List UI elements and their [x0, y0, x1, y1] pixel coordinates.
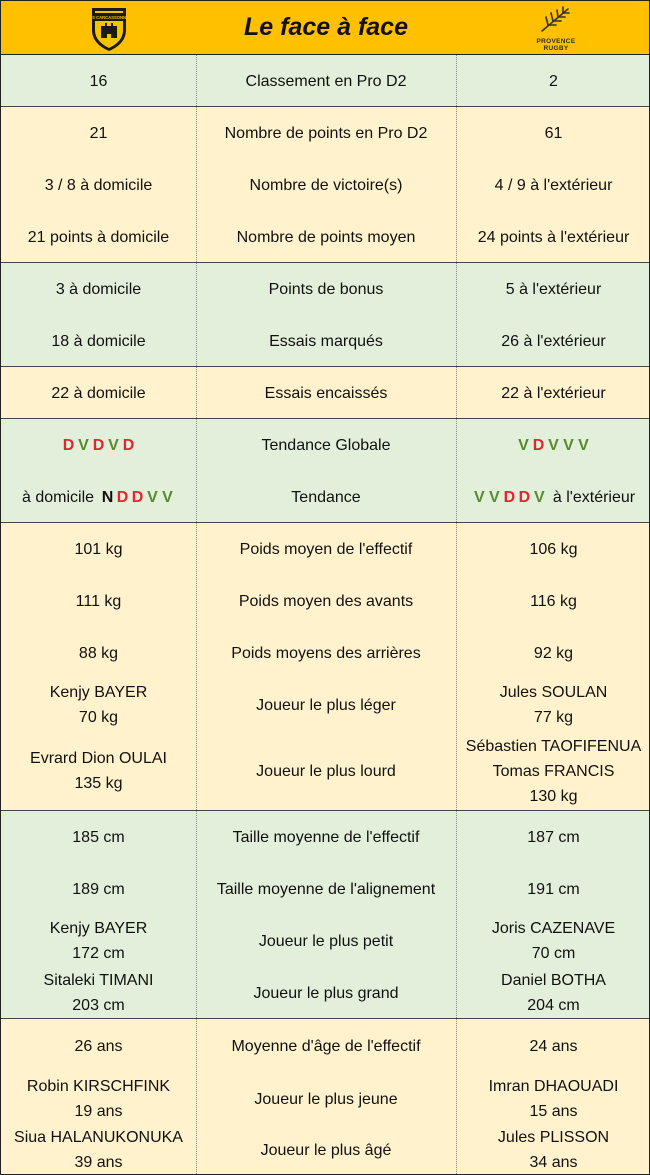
forwards-weight-label: Poids moyen des avants: [238, 592, 414, 610]
avg-points-right: 24 points à l'extérieur: [477, 228, 630, 246]
points-label: Nombre de points en Pro D2: [224, 124, 428, 142]
trend-suffix: à l'extérieur: [552, 488, 636, 506]
player-name: Jules PLISSON: [497, 1129, 610, 1146]
tries-conceded-left: 22 à domicile: [51, 384, 146, 402]
points-right: 61: [544, 124, 563, 142]
trend-letter: V: [548, 436, 559, 454]
trend-letter: V: [534, 488, 545, 506]
lightest-left: [1, 679, 196, 731]
avg-age-left: 26 ans: [74, 1037, 123, 1055]
backs-weight-right: 92 kg: [533, 644, 574, 662]
trend-letter: D: [532, 436, 545, 454]
trend-letter: D: [518, 488, 531, 506]
trend-label: Tendance: [291, 488, 361, 506]
heaviest-right: [456, 731, 650, 811]
trend-letter: V: [578, 436, 589, 454]
shortest-left: [1, 915, 196, 967]
avg-weight-left: 101 kg: [74, 540, 123, 558]
lineout-height-label: Taille moyenne de l'alignement: [216, 880, 436, 898]
wins-label: Nombre de victoire(s): [249, 176, 403, 194]
trend-letter: D: [122, 436, 135, 454]
avg-points-label: Nombre de points moyen: [236, 228, 416, 246]
tries-scored-right: 26 à l'extérieur: [501, 332, 606, 350]
tries-scored-left: 18 à domicile: [51, 332, 146, 350]
ranking-label: Classement en Pro D2: [245, 72, 407, 90]
trend-letter: V: [78, 436, 89, 454]
player-value: 77 kg: [533, 709, 574, 726]
player-name: Jules SOULAN: [499, 684, 608, 701]
trend-left: [1, 471, 196, 523]
player-value: 203 cm: [72, 997, 125, 1014]
backs-weight-left: 88 kg: [78, 644, 119, 662]
trend-right: [456, 471, 650, 523]
lightest-label: Joueur le plus léger: [256, 696, 396, 714]
tries-scored-label: Essais marqués: [269, 332, 383, 350]
ranking-left: 16: [89, 72, 108, 90]
points-left: 21: [89, 124, 108, 142]
wins-left: 3 / 8 à domicile: [44, 176, 153, 194]
avg-weight-right: 106 kg: [529, 540, 578, 558]
backs-weight-label: Poids moyens des arrières: [231, 644, 421, 662]
provence-logo-line-1: PROVENCE: [536, 38, 576, 45]
trend-letter: N: [101, 488, 114, 506]
player-value: 34 ans: [529, 1154, 578, 1171]
player-name: Sitaleki TIMANI: [43, 972, 154, 989]
trend-letter: V: [147, 488, 158, 506]
trend-letter: V: [563, 436, 574, 454]
carcassonne-logo: [86, 4, 132, 52]
trend-letter: V: [162, 488, 173, 506]
trend-letter: V: [108, 436, 119, 454]
player-name: Robin KIRSCHFINK: [26, 1078, 171, 1095]
tries-conceded-right: 22 à l'extérieur: [501, 384, 606, 402]
carcassonne-logo-text: US CARCASSONNE: [89, 15, 129, 20]
avg-points-left: 21 points à domicile: [27, 228, 170, 246]
player-value: 70 cm: [531, 945, 576, 962]
player-name: Sébastien TAOFIFENUA: [465, 737, 642, 755]
player-value: 39 ans: [74, 1154, 123, 1171]
tries-conceded-label: Essais encaissés: [264, 384, 388, 402]
trend-letter: D: [62, 436, 75, 454]
trend-letter: V: [489, 488, 500, 506]
youngest-right: [456, 1073, 650, 1125]
player-value: 135 kg: [74, 775, 123, 792]
forwards-weight-right: 116 kg: [530, 592, 577, 610]
youngest-left: [1, 1073, 196, 1125]
player-name: Tomas FRANCIS: [492, 762, 615, 780]
lineout-height-right: 191 cm: [527, 880, 580, 898]
player-name: Kenjy BAYER: [49, 684, 148, 701]
trend-letter: V: [474, 488, 485, 506]
avg-height-label: Taille moyenne de l'effectif: [232, 828, 420, 846]
oldest-left: [1, 1125, 196, 1175]
avg-height-right: 187 cm: [527, 828, 580, 846]
player-value: 70 kg: [78, 709, 119, 726]
youngest-label: Joueur le plus jeune: [254, 1090, 398, 1108]
player-value: 172 cm: [72, 945, 125, 962]
avg-age-label: Moyenne d'âge de l'effectif: [231, 1037, 421, 1055]
player-value: 130 kg: [529, 787, 578, 805]
trend-letter: V: [518, 436, 529, 454]
shortest-label: Joueur le plus petit: [258, 932, 394, 950]
ranking-right: 2: [549, 72, 558, 90]
player-name: Kenjy BAYER: [49, 920, 148, 937]
avg-age-right: 24 ans: [529, 1037, 578, 1055]
global-trend-label: Tendance Globale: [261, 436, 391, 454]
oldest-label: Joueur le plus âgé: [260, 1141, 392, 1159]
player-name: Evrard Dion OULAI: [30, 750, 167, 767]
player-value: 15 ans: [529, 1103, 578, 1120]
lightest-right: [456, 679, 650, 731]
global-trend-right: [456, 419, 650, 471]
player-value: 19 ans: [74, 1103, 123, 1120]
player-name: Imran DHAOUADI: [488, 1078, 619, 1095]
title-bar: [1, 1, 650, 55]
avg-height-left: 185 cm: [72, 828, 125, 846]
page-title: Le face à face: [244, 13, 408, 41]
tallest-label: Joueur le plus grand: [253, 984, 399, 1002]
oldest-right: [456, 1125, 650, 1175]
player-name: Joris CAZENAVE: [491, 920, 616, 937]
shortest-right: [456, 915, 650, 967]
player-name: Daniel BOTHA: [501, 972, 606, 989]
wins-right: 4 / 9 à l'extérieur: [494, 176, 613, 194]
bonus-label: Points de bonus: [268, 280, 384, 298]
bonus-right: 5 à l'extérieur: [505, 280, 602, 298]
heaviest-left: [1, 731, 196, 811]
trend-letter: D: [503, 488, 516, 506]
heaviest-label: Joueur le plus lourd: [256, 762, 396, 780]
trend-prefix: à domicile: [21, 488, 95, 506]
player-name: Siua HALANUKONUKA: [14, 1129, 183, 1146]
trend-letter: D: [131, 488, 144, 506]
trend-letter: D: [116, 488, 129, 506]
trend-letter: D: [92, 436, 105, 454]
player-value: 204 cm: [527, 997, 580, 1014]
lineout-height-left: 189 cm: [72, 880, 125, 898]
tallest-right: [456, 967, 650, 1019]
provence-rugby-logo: [526, 5, 586, 53]
provence-logo-line-2: RUGBY: [543, 45, 569, 52]
global-trend-left: [1, 419, 196, 471]
tallest-left: [1, 967, 196, 1019]
avg-weight-label: Poids moyen de l'effectif: [239, 540, 413, 558]
forwards-weight-left: 111 kg: [75, 592, 122, 610]
bonus-left: 3 à domicile: [55, 280, 142, 298]
